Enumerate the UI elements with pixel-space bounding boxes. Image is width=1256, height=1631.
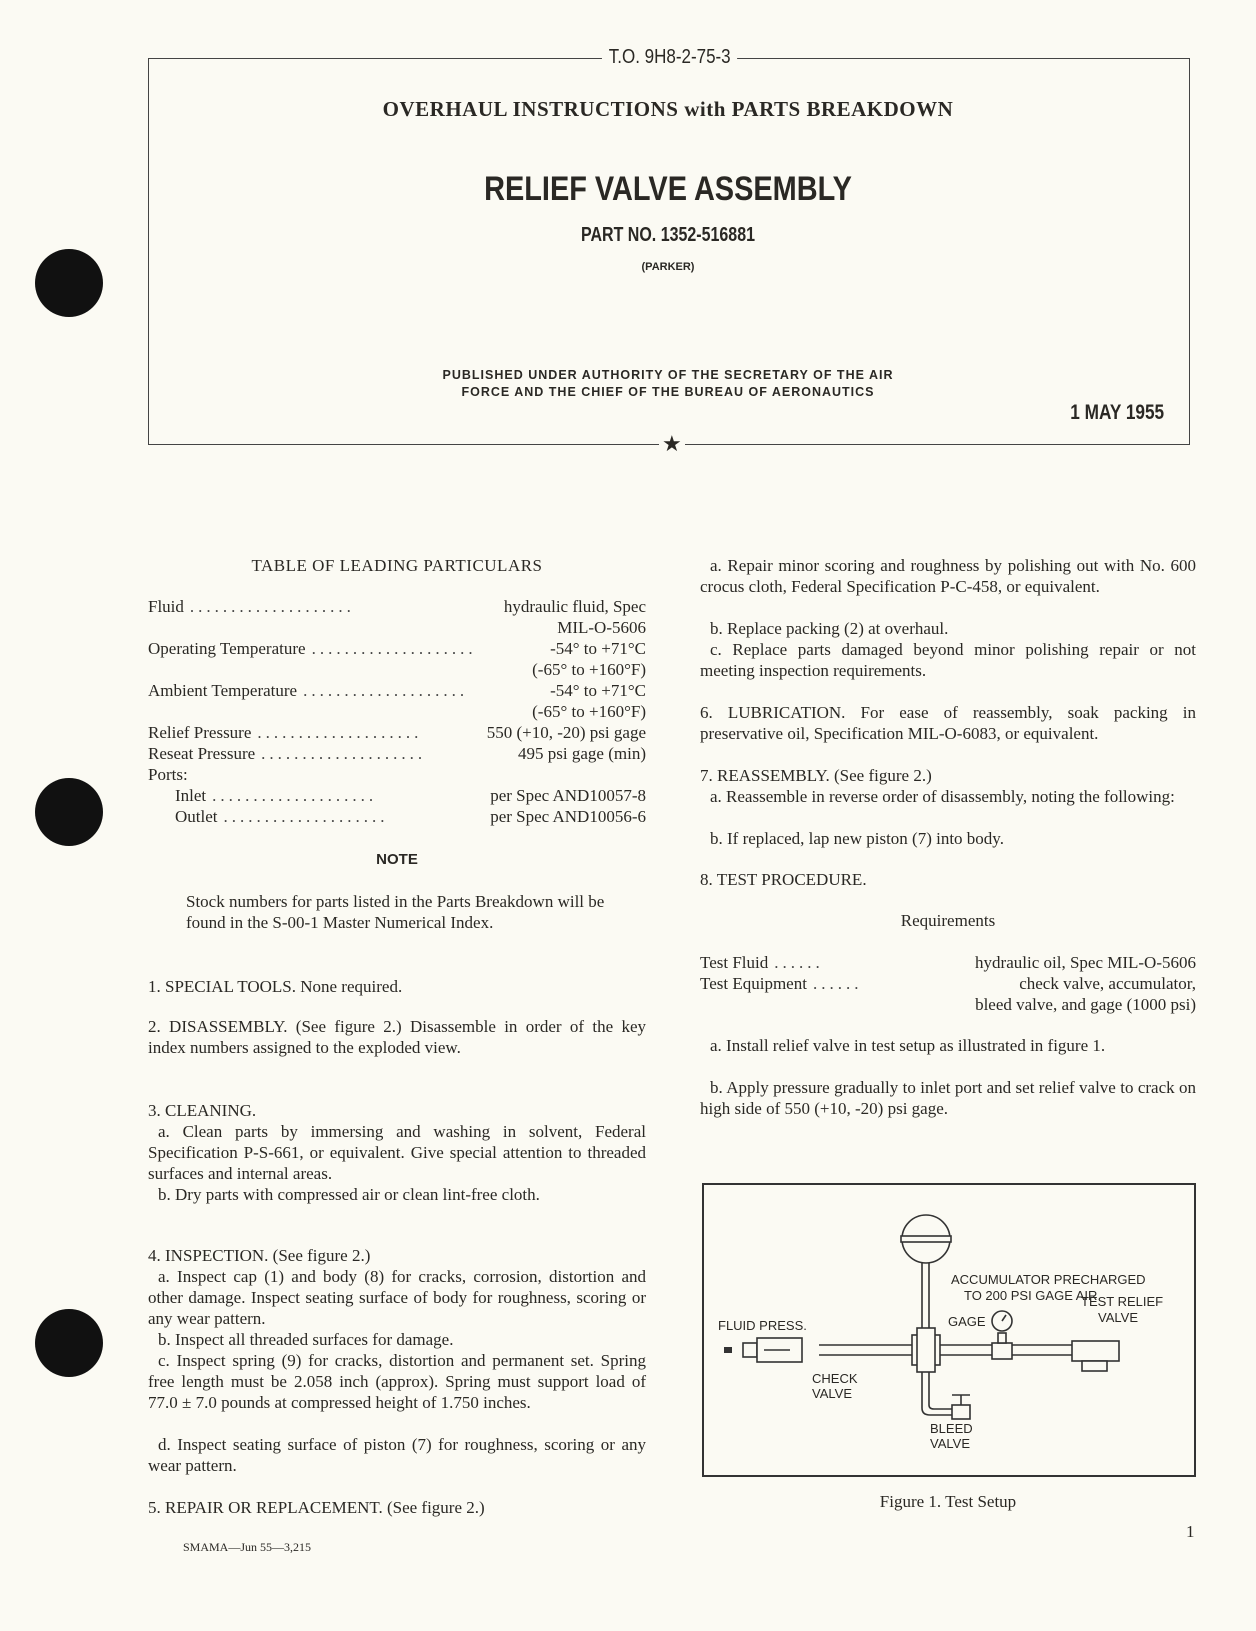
binder-hole (35, 778, 103, 846)
section-4d: d. Inspect seating surface of piston (7) for roughness, scoring or any wear pattern. (148, 1435, 646, 1475)
label: Test Equipment (700, 974, 807, 993)
value: MIL-O-5606 (557, 618, 646, 637)
publication-date: 1 MAY 1955 (1070, 401, 1165, 424)
label: Relief Pressure (148, 723, 252, 742)
page-number: 1 (1186, 1522, 1195, 1541)
label: Test Fluid (700, 953, 769, 972)
section-2: 2. DISASSEMBLY. (See figure 2.) Disassemble in order of the key index numbers assigned to the exploded view. (148, 1017, 646, 1057)
section-8: 8. TEST PROCEDURE. (700, 870, 867, 889)
binder-hole (35, 1309, 103, 1377)
particulars-title: TABLE OF LEADING PARTICULARS (251, 556, 543, 575)
section-4a: a. Inspect cap (1) and body (8) for cracks, corrosion, distortion and other damage. Inspect seating surface of body for roughness, scoring or any wear pattern. (148, 1267, 646, 1328)
section-7a: a. Reassemble in reverse order of disassembly, noting the following: (710, 787, 1175, 806)
section-7: 7. REASSEMBLY. (See figure 2.) (700, 766, 932, 785)
section-3a: a. Clean parts by immersing and washing in solvent, Federal Specification P-S-661, or equivalent. Give special attention to threaded surfaces and internal areas. (148, 1122, 646, 1183)
bleed-valve-label: VALVE (930, 1436, 970, 1451)
check-valve-label: VALVE (812, 1386, 852, 1401)
label: Fluid (148, 597, 184, 616)
print-code: SMAMA—Jun 55—3,215 (183, 1540, 312, 1554)
authority-statement (148, 367, 1188, 401)
section-3b: b. Dry parts with compressed air or clean lint-free cloth. (158, 1185, 540, 1204)
manufacturer: (PARKER) (641, 261, 695, 273)
part-number: PART NO. 1352-516881 (580, 224, 756, 246)
test-requirements: Test Fluid ...... hydraulic oil, Spec MIL-O-5606 Test Equipment ...... check valve, accumulator, bleed valve, and gage (1000 psi) (700, 953, 1196, 1014)
value: hydraulic oil, Spec MIL-O-5606 (975, 953, 1196, 972)
value: 495 psi gage (min) (518, 744, 646, 763)
section-5: 5. REPAIR OR REPLACEMENT. (See figure 2.) (148, 1498, 485, 1517)
value: 550 (+10, -20) psi gage (486, 723, 646, 742)
value: check valve, accumulator, (1019, 974, 1196, 993)
value: -54° to +71°C (550, 639, 646, 658)
section-1: 1. SPECIAL TOOLS. None required. (148, 977, 403, 996)
value: bleed valve, and gage (1000 psi) (975, 995, 1196, 1014)
section-5c: c. Replace parts damaged beyond minor polishing repair or not meeting inspection requirements. (700, 640, 1196, 680)
section-5b: b. Replace packing (2) at overhaul. (710, 619, 949, 638)
particulars-table: Fluid .................... hydraulic fluid, Spec MIL-O-5606 Operating Temperature .................... -54° to +71°C (-65° to +160°F) Ambient Temperature .................... -54° to +71°C (-65° to +160°F) Relief Pressure .................... 550 (+10, -20) psi gage Reseat Pressure .................... 495 psi gage (min) Ports: Inlet .................... per Spec AND10057-8 Outlet .................... per Spec AND10056-6 (148, 597, 646, 826)
to-number: T.O. 9H8-2-75-3 (602, 46, 737, 69)
series-title: OVERHAUL INSTRUCTIONS with PARTS BREAKDOWN (382, 97, 954, 121)
accumulator-label: TO 200 PSI GAGE AIR (964, 1288, 1098, 1303)
binder-hole (35, 249, 103, 317)
label: Outlet (175, 807, 218, 826)
value: (-65° to +160°F) (532, 660, 646, 679)
check-valve-label: CHECK (812, 1371, 858, 1386)
authority-line: PUBLISHED UNDER AUTHORITY OF THE SECRETARY OF THE AIR (442, 368, 894, 382)
section-8b: b. Apply pressure gradually to inlet port and set relief valve to crack on high side of 550 (+10, -20) psi gage. (700, 1078, 1196, 1118)
section-4c: c. Inspect spring (9) for cracks, distortion and permanent set. Spring free length must be 2.058 inch (approx). Spring must support load of 77.0 ± 7.0 pounds at compressed height of 1.750 inches. (148, 1351, 646, 1412)
label: Ambient Temperature (148, 681, 298, 700)
section-8a: a. Install relief valve in test setup as illustrated in figure 1. (710, 1036, 1106, 1055)
label: Operating Temperature (148, 639, 306, 658)
value: per Spec AND10056-6 (490, 807, 646, 826)
accumulator-label: ACCUMULATOR PRECHARGED (951, 1272, 1146, 1287)
test-relief-valve-label: VALVE (1098, 1310, 1138, 1325)
section-4b: b. Inspect all threaded surfaces for damage. (158, 1330, 454, 1349)
section-3: 3. CLEANING. (148, 1101, 257, 1120)
value: per Spec AND10057-8 (490, 786, 646, 805)
requirements-heading: Requirements (900, 911, 996, 930)
bleed-valve-label: BLEED (930, 1421, 973, 1436)
figure-caption: Figure 1. Test Setup (879, 1492, 1017, 1511)
test-relief-valve-label: TEST RELIEF (1081, 1294, 1164, 1309)
section-4: 4. INSPECTION. (See figure 2.) (148, 1246, 371, 1265)
value: -54° to +71°C (550, 681, 646, 700)
section-6: 6. LUBRICATION. For ease of reassembly, soak packing in preservative oil, Specification MIL-O-6083, or equivalent. (700, 703, 1196, 743)
page-title: RELIEF VALVE ASSEMBLY (484, 170, 852, 208)
value: hydraulic fluid, Spec (503, 597, 646, 616)
star-icon: ★ (659, 431, 685, 457)
gage-label: GAGE (948, 1314, 986, 1329)
section-5a: a. Repair minor scoring and roughness by polishing out with No. 600 crocus cloth, Federal Specification P-C-458, or equivalent. (700, 556, 1196, 596)
section-7b: b. If replaced, lap new piston (7) into body. (710, 829, 1004, 848)
label: Inlet (175, 786, 207, 805)
test-setup-figure (702, 1183, 1197, 1478)
label: Ports: (148, 765, 188, 784)
fluid-press-label: FLUID PRESS. (718, 1318, 807, 1333)
note-text: Stock numbers for parts listed in the Parts Breakdown will be found in the S-00-1 Master Numerical Index. (186, 892, 605, 932)
label: Reseat Pressure (148, 744, 256, 763)
value: (-65° to +160°F) (532, 702, 646, 721)
note-title: NOTE (376, 851, 418, 868)
authority-line: FORCE AND THE CHIEF OF THE BUREAU OF AERONAUTICS (461, 385, 875, 399)
